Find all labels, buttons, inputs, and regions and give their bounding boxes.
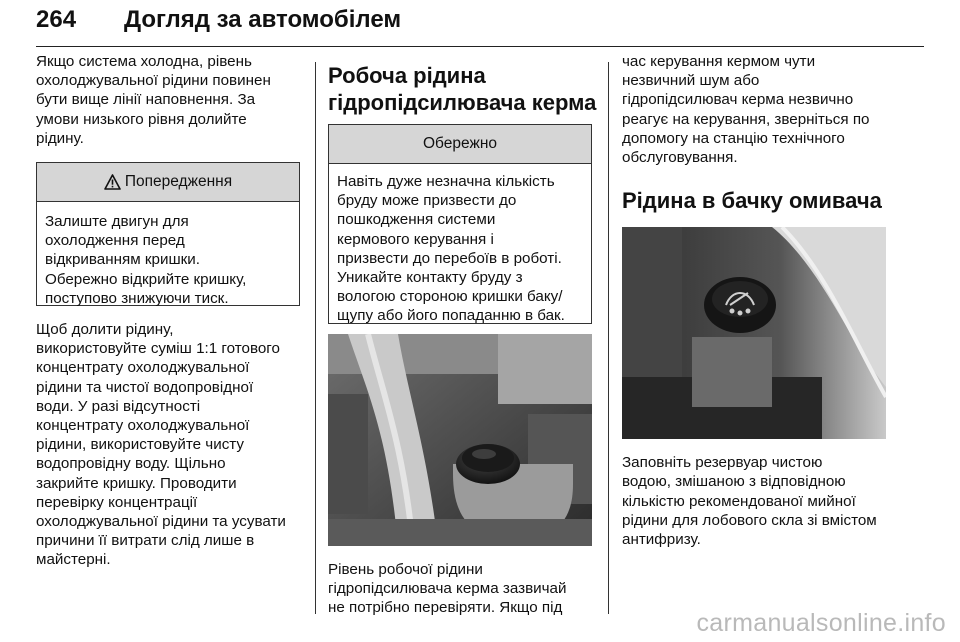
text-line: Уникайте контакту бруду з <box>337 269 523 287</box>
text-line: причини її витрати слід лише в <box>36 532 255 550</box>
column-3 <box>622 52 888 549</box>
heading-line: Робоча рідина <box>328 63 486 88</box>
section-heading-washer-fluid: Рідина в бачку омивача <box>622 188 882 214</box>
text-line: не потрібно перевіряти. Якщо під <box>328 599 563 617</box>
text-line: Щоб долити рідину, <box>36 321 174 339</box>
section-heading-power-steering <box>328 62 597 116</box>
text-line: гідропідсилювача керма зазвичай <box>328 580 567 598</box>
caution-box <box>328 124 592 324</box>
text-line: вологою стороною кришки баку/ <box>337 288 563 306</box>
text-line: охолоджувальної рідини повинен <box>36 72 271 90</box>
column-1 <box>36 52 300 570</box>
text-line: бруду може призвести до <box>337 192 517 210</box>
text-line: антифризу. <box>622 531 701 549</box>
washer-fluid-text <box>622 453 888 549</box>
text-line: води. У разі відсутності <box>36 397 201 415</box>
text-line: кермового керування і <box>337 230 494 248</box>
column-2 <box>328 52 597 618</box>
text-line: поступово знижуючи тиск. <box>45 289 229 307</box>
text-line: використовуйте суміш 1:1 готового <box>36 340 280 358</box>
text-line: водою, змішаною з відповідною <box>622 473 846 491</box>
power-steering-text <box>328 560 592 618</box>
warning-box-body <box>37 202 299 316</box>
washer-reservoir-photo <box>622 227 886 439</box>
warning-triangle-icon <box>104 174 121 190</box>
text-line: пошкодження системи <box>337 211 496 229</box>
page-header <box>36 6 924 50</box>
engine-bay-image <box>328 334 592 546</box>
text-line: призвести до перебоїв в роботі. <box>337 249 562 267</box>
text-line: рідини, використовуйте чисту <box>36 436 245 454</box>
warning-box-header <box>37 163 299 202</box>
text-line: Рівень робочої рідини <box>328 561 483 578</box>
washer-bay-image <box>622 227 886 439</box>
heading-line: гідропідсилювача керма <box>328 90 597 115</box>
warning-title: Попередження <box>124 173 233 191</box>
caution-box-body <box>329 164 591 334</box>
coolant-refill-text <box>36 320 300 570</box>
text-line: майстерні. <box>36 551 111 569</box>
header-rule <box>36 46 924 47</box>
power-steering-reservoir-photo <box>328 334 592 546</box>
page-number: 264 <box>36 6 77 33</box>
coolant-intro-text <box>36 52 300 148</box>
page-title: Догляд за автомобілем <box>124 6 402 33</box>
text-line: Заповніть резервуар чистою <box>622 454 823 472</box>
text-line: кількістю рекомендованої мийної <box>622 492 856 510</box>
text-line: допомогу на станцію технічного <box>622 129 845 147</box>
text-line: гідропідсилювач керма незвично <box>622 91 854 109</box>
text-line: обслуговування. <box>622 149 738 167</box>
text-line: Навіть дуже незначна кількість <box>337 173 555 190</box>
text-line: рідини для лобового скла зі вмістом <box>622 511 877 529</box>
power-steering-continued-text <box>622 52 888 167</box>
watermark: carmanualsonline.info <box>696 609 946 637</box>
text-line: Залиште двигун для <box>45 213 189 231</box>
text-line: час керування кермом чути <box>622 53 816 70</box>
text-line: умови низького рівня долийте <box>36 110 247 128</box>
text-line: реагує на керування, зверніться по <box>622 110 870 128</box>
text-line: Обережно відкрийте кришку, <box>45 270 247 288</box>
text-line: щупу або його попаданню в бак. <box>337 307 565 325</box>
text-line: закрийте кришку. Проводити <box>36 474 237 492</box>
text-line: перевірку концентрації <box>36 493 198 511</box>
text-line: незвичний шум або <box>622 72 760 90</box>
warning-box <box>36 162 300 306</box>
text-line: охолодження перед <box>45 232 185 250</box>
text-line: концентрату охолоджувальної <box>36 359 250 377</box>
text-line: концентрату охолоджувальної <box>36 417 250 435</box>
text-line: Якщо система холодна, рівень <box>36 53 252 70</box>
text-line: відкриванням кришки. <box>45 251 200 269</box>
text-line: охолоджувальної рідини та усувати <box>36 513 286 531</box>
caution-box-header <box>329 125 591 164</box>
text-line: бути вище лінії наповнення. За <box>36 91 256 109</box>
text-line: рідини та чистої водопровідної <box>36 378 254 396</box>
text-line: водопровідну воду. Щільно <box>36 455 226 473</box>
text-line: рідину. <box>36 129 84 147</box>
caution-title: Обережно <box>423 135 497 152</box>
column-divider <box>315 62 316 614</box>
column-divider <box>608 62 609 614</box>
